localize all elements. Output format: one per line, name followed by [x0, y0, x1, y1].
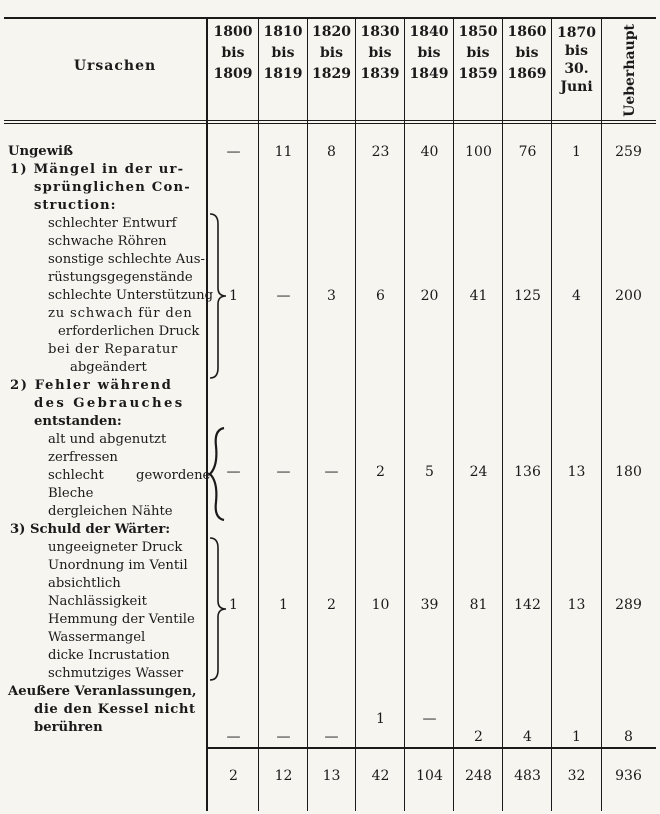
label-schuld: 3) Schuld der Wärter: — [10, 522, 171, 537]
label-line: zerfressen — [48, 450, 118, 465]
label-line: dergleichen Nähte — [48, 504, 173, 519]
value-cell: 200 — [615, 288, 642, 304]
header-rule-2 — [4, 123, 656, 124]
label-line: sonstige schlechte Aus- — [48, 252, 206, 267]
value-cell: — — [324, 729, 339, 745]
value-cell: 6 — [376, 288, 385, 304]
value-cell: 10 — [371, 597, 390, 613]
label-line: Wassermangel — [48, 630, 146, 645]
period-header: 1870 bis 30. Juni — [557, 25, 596, 95]
label-line: Unordnung im Ventil — [48, 558, 188, 573]
value-cell: 1 — [229, 597, 238, 613]
value-cell: 8 — [327, 144, 336, 160]
label-line: erforderlichen Druck — [58, 324, 200, 339]
value-cell: 1 — [572, 144, 581, 160]
label-line: struction: — [34, 198, 117, 213]
period-header: 1850 bis 1859 — [458, 24, 498, 82]
value-cell: — — [324, 464, 339, 480]
total-header: Ueberhaupt — [622, 23, 638, 117]
value-cell: 24 — [469, 464, 488, 480]
value-cell: 136 — [514, 464, 541, 480]
value-cell: 3 — [327, 288, 336, 304]
label-line: entstanden: — [34, 414, 122, 429]
period-header: 1810 bis 1819 — [263, 24, 303, 82]
label-line: schlecht gewordene — [48, 468, 211, 483]
value-cell: 41 — [469, 288, 488, 304]
value-cell: 1 — [279, 597, 288, 613]
total-cell: 32 — [567, 768, 586, 784]
value-cell: 4 — [523, 729, 532, 745]
value-cell: 1 — [229, 288, 238, 304]
value-cell: 4 — [572, 288, 581, 304]
label-line: zu schwach für den — [48, 306, 193, 321]
value-cell: 142 — [514, 597, 541, 613]
label-maengel: 1) Mängel in der ur- — [10, 162, 185, 177]
label-fehler: 2) Fehler während — [10, 378, 173, 393]
label-line: sprünglichen Con- — [34, 180, 191, 195]
column-divider — [258, 18, 259, 811]
value-cell: 2 — [376, 464, 385, 480]
period-header: 1840 bis 1849 — [409, 24, 449, 82]
value-cell: 13 — [567, 464, 586, 480]
ursachen-header: Ursachen — [73, 58, 157, 74]
period-header: 1800 bis 1809 — [213, 24, 253, 82]
label-line: abgeändert — [70, 360, 147, 375]
label-line: Bleche — [48, 486, 94, 501]
value-cell: 180 — [615, 464, 642, 480]
value-cell: 125 — [514, 288, 541, 304]
label-line: absichtlich — [48, 576, 121, 591]
column-divider — [502, 18, 503, 811]
label-line: ungeeigneter Druck — [48, 540, 183, 555]
column-divider — [206, 18, 208, 811]
total-cell: 12 — [274, 768, 293, 784]
label-aeussere: Aeußere Veranlassungen, — [8, 684, 197, 699]
label-line: rüstungsgegenstände — [48, 270, 193, 285]
period-header: 1820 bis 1829 — [312, 24, 351, 82]
label-line: alt und abgenutzt — [48, 432, 167, 447]
value-cell: — — [226, 144, 241, 160]
label-line: des Gebrauches — [34, 396, 185, 411]
value-cell: 39 — [420, 597, 439, 613]
label-ungewiss: Ungewiß — [8, 144, 74, 159]
column-divider — [307, 18, 308, 811]
period-header: 1860 bis 1869 — [507, 24, 547, 82]
label-line: schwache Röhren — [48, 234, 167, 249]
column-divider — [551, 18, 552, 811]
column-divider — [453, 18, 454, 811]
value-cell: — — [226, 729, 241, 745]
label-line: berühren — [34, 720, 103, 735]
header-rule — [4, 120, 656, 121]
column-divider — [355, 18, 356, 811]
value-cell: 20 — [420, 288, 439, 304]
top-rule — [4, 17, 656, 19]
value-cell: 1 — [572, 729, 581, 745]
total-cell: 42 — [371, 768, 390, 784]
value-cell: 289 — [615, 597, 642, 613]
value-cell: 2 — [327, 597, 336, 613]
label-line: bei der Reparatur — [48, 342, 178, 357]
value-cell: 2 — [474, 729, 483, 745]
total-cell: 104 — [416, 768, 443, 784]
period-header: 1830 bis 1839 — [360, 24, 400, 82]
value-cell: — — [276, 729, 291, 745]
value-cell: — — [226, 464, 241, 480]
value-cell: — — [276, 464, 291, 480]
total-cell: 936 — [615, 768, 642, 784]
value-cell: 259 — [615, 144, 642, 160]
total-cell: 248 — [465, 768, 492, 784]
label-line: Hemmung der Ventile — [48, 612, 195, 627]
value-cell: — — [422, 711, 437, 727]
label-line: Nachlässigkeit — [48, 594, 147, 609]
value-cell: 1 — [376, 711, 385, 727]
value-cell: 76 — [518, 144, 537, 160]
total-cell: 13 — [322, 768, 341, 784]
value-cell: 81 — [469, 597, 488, 613]
value-cell: 13 — [567, 597, 586, 613]
value-cell: 23 — [371, 144, 390, 160]
label-line: dicke Incrustation — [48, 648, 170, 663]
column-divider — [404, 18, 405, 811]
value-cell: 11 — [274, 144, 293, 160]
label-line: schlechter Entwurf — [48, 216, 177, 231]
label-line: schlechte Unterstützung — [48, 288, 214, 303]
label-line: schmutziges Wasser — [48, 666, 184, 681]
label-line: die den Kessel nicht — [34, 702, 196, 717]
value-cell: 40 — [420, 144, 439, 160]
total-cell: 2 — [229, 768, 238, 784]
column-divider — [601, 18, 602, 811]
value-cell: 8 — [624, 729, 633, 745]
value-cell: 5 — [425, 464, 434, 480]
value-cell: 100 — [465, 144, 492, 160]
value-cell: — — [276, 288, 291, 304]
total-cell: 483 — [514, 768, 541, 784]
total-rule — [206, 747, 656, 749]
